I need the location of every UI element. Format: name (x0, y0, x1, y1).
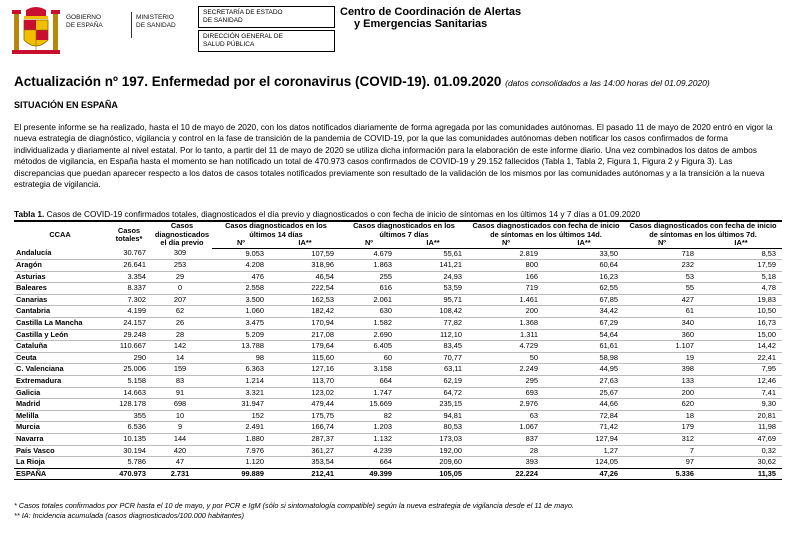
table-cell: 115,60 (311, 352, 334, 362)
table-cell: 1.203 (373, 422, 392, 432)
table-cell: 4.729 (519, 341, 538, 351)
table-cell: 5,18 (761, 271, 776, 281)
table-cell: 54,64 (599, 329, 618, 339)
table-cell: 800 (525, 260, 538, 270)
cases-table (14, 220, 782, 480)
table-cell: 63 (529, 410, 538, 420)
table-cell: 141,21 (439, 260, 462, 270)
section-title: SITUACIÓN EN ESPAÑA (14, 100, 118, 110)
table-cell: 16,73 (757, 318, 776, 328)
ministry-line-1: MINISTERIO (136, 14, 174, 21)
table-cell: 72,84 (599, 410, 618, 420)
table-cell: 470.973 (106, 468, 152, 480)
spain-coat-of-arms-logo (12, 6, 60, 58)
table-cell: 698 (173, 399, 187, 409)
header-symptoms-7: Casos diagnosticados con fecha de inicio de síntomas en los últimos 7d. (624, 221, 782, 239)
table-cell: 17,59 (757, 260, 776, 270)
table-cell: 295 (525, 376, 538, 386)
table-cell: 664 (379, 376, 392, 386)
table-cell: 25.006 (123, 364, 146, 374)
table-cell: 1.461 (519, 294, 538, 304)
row-ccaa-name: Cataluña (16, 341, 48, 351)
table-cell: 55 (685, 283, 694, 293)
table-cell: 49.399 (340, 468, 398, 480)
table-cell: 22,41 (757, 352, 776, 362)
table-cell: 18 (685, 410, 694, 420)
table-cell: 55,61 (443, 248, 462, 258)
table-cell: 95,71 (443, 294, 462, 304)
table-cell: 16,23 (599, 271, 618, 281)
row-ccaa-name: Melilla (16, 410, 39, 420)
table-cell: 309 (173, 248, 187, 258)
table-cell: 1.060 (245, 306, 264, 316)
cases-table-body (14, 248, 782, 480)
table-cell: 105,05 (398, 468, 468, 480)
table-cell: 60,64 (599, 260, 618, 270)
table-cell: 200 (681, 387, 694, 397)
table-cell: 1.120 (245, 457, 264, 467)
intro-paragraph: El presente informe se ha realizado, hasta el 10 de mayo de 2020, con los datos notificados diariamente de forma agregada por las comunidades autónomas. El pasado 11 de mayo de 2020 entró en vigor la nueva estrategia de diagnóstico, vigilancia y control en la fase de transición de la pandemia de COVID-19, por la que las comunidades autónomas deben notificar los casos confirmados de forma individualizada y diariamente al nivel estatal. Por lo tanto, a partir del 11 de mayo de 2020 se utiliza dicha información para la elaboración de este informe diario. Una vez combinados los datos de ambos métodos de vigilancia, en España hasta el momento se han notificado un total de 470.973 casos confirmados de COVID-19 y 29.152 fallecidos (Tabla 1, Tabla 2, Figura 1, Figura 2 y Figura 3). Las discrepancias que puedan aparecer respecto a los datos de casos totales notificados previamente son resultado de la validación de los mismos por las comunidades autónomas y a la transición a la nueva estrategia de vigilancia. (14, 122, 773, 190)
subheader-n: Nº (340, 239, 398, 248)
ministry-line-2: DE SANIDAD (136, 22, 176, 29)
row-ccaa-name: La Rioja (16, 457, 45, 467)
table-cell: 15,00 (757, 329, 776, 339)
table-cell: 46,54 (315, 271, 334, 281)
table-cell: 212,41 (270, 468, 340, 480)
table-cell: 64,72 (443, 387, 462, 397)
table-cell: 427 (681, 294, 694, 304)
table-cell: 28 (175, 329, 185, 339)
table-cell: 718 (681, 248, 694, 258)
table-cell: 253 (173, 260, 187, 270)
header-prev-day: Casos diagnosticados el día previo (152, 221, 212, 248)
table-cell: 0 (177, 283, 183, 293)
table-cell: 44,66 (599, 399, 618, 409)
table-cell: 10,50 (757, 306, 776, 316)
table-cell: 123,02 (311, 387, 334, 397)
table-cell: 173,03 (439, 434, 462, 443)
table-row (14, 306, 782, 318)
table-cell: 94,81 (443, 410, 462, 420)
header-ccaa: CCAA (14, 221, 106, 248)
table-cell: 7,95 (761, 364, 776, 374)
header-divider (131, 12, 132, 38)
table-cell: 31.947 (241, 399, 264, 409)
table-cell: 108,42 (439, 306, 462, 316)
table-cell: 1.863 (373, 260, 392, 270)
subheader-n: Nº (624, 239, 700, 248)
table-row (14, 445, 782, 457)
table-cell: 33,50 (599, 248, 618, 258)
table-cell: 47,26 (544, 468, 624, 480)
table-cell: 62,55 (599, 283, 618, 293)
table-cell: 58,98 (599, 352, 618, 362)
table-cell: 235,15 (439, 399, 462, 409)
subheader-ia: IA** (700, 239, 782, 248)
table-cell: 30.767 (123, 248, 146, 258)
table-cell: 61,61 (599, 341, 618, 351)
table-cell: 232 (681, 260, 694, 270)
row-ccaa-name: Aragón (16, 260, 42, 270)
row-ccaa-name: Extremadura (16, 376, 62, 386)
table-cell: 25,67 (599, 387, 618, 397)
table-cell: 14,42 (757, 341, 776, 351)
table-cell: 3.158 (373, 364, 392, 374)
row-ccaa-name: País Vasco (16, 445, 55, 455)
table-cell: 62 (175, 306, 185, 316)
secretaria-box (198, 6, 335, 28)
header-symptoms-14: Casos diagnosticados con fecha de inicio de síntomas en los últimos 14d. (468, 221, 624, 239)
header-7-days: Casos diagnosticados en los últimos 7 días (340, 221, 468, 239)
table-cell: 112,10 (439, 329, 462, 339)
table-cell: 91 (175, 387, 185, 397)
table-cell: 27,63 (599, 376, 618, 386)
table-cell: 222,54 (311, 283, 334, 293)
box1-line-2: DE SANIDAD (203, 17, 243, 24)
table-cell: 7,41 (761, 387, 776, 397)
government-label (66, 14, 103, 30)
table-cell: 107,59 (311, 248, 334, 258)
document-title-main: Actualización nº 197. Enfermedad por el coronavirus (COVID-19). 01.09.2020 (14, 74, 502, 89)
center-title (340, 6, 521, 30)
row-ccaa-name: Ceuta (16, 352, 37, 362)
table-cell: 47,69 (757, 434, 776, 443)
table-cell: 77,82 (443, 318, 462, 328)
table-cell: 2.819 (519, 248, 538, 258)
table-cell: 13.788 (241, 341, 264, 351)
table-cell: 97 (685, 457, 694, 467)
table-cell: 82 (383, 410, 392, 420)
row-ccaa-name: Cantabria (16, 306, 51, 316)
table-cell: 124,05 (595, 457, 618, 467)
table-cell: 6.536 (127, 422, 146, 432)
table-cell: 4,78 (761, 283, 776, 293)
table-row (14, 248, 782, 260)
row-ccaa-name: ESPAÑA (14, 468, 106, 480)
table-cell: 44,95 (599, 364, 618, 374)
gov-line-2: DE ESPAÑA (66, 22, 103, 29)
table-cell: 99.889 (212, 468, 270, 480)
table-cell: 62,19 (443, 376, 462, 386)
table-cell: 312 (681, 434, 694, 443)
table-cell: 30,62 (757, 457, 776, 467)
table-row (14, 294, 782, 306)
table-cell: 170,94 (311, 318, 334, 328)
table-cell: 476 (251, 271, 264, 281)
table-cell: 1.747 (373, 387, 392, 397)
table-cell: 71,42 (599, 422, 618, 432)
table-cell: 393 (525, 457, 538, 467)
table-cell: 83 (175, 376, 185, 386)
table-cell: 179,64 (311, 341, 334, 351)
table-row (14, 387, 782, 399)
table-cell: 159 (173, 364, 187, 374)
table-cell: 10.135 (123, 434, 146, 443)
table-cell: 113,70 (311, 376, 334, 386)
table-cell: 5.158 (127, 376, 146, 386)
table-row (14, 260, 782, 272)
table-cell: 19 (685, 352, 694, 362)
table-cell: 7 (689, 445, 694, 455)
table-cell: 5.786 (127, 457, 146, 467)
table-cell: 361,27 (311, 445, 334, 455)
table-cell: 7.302 (127, 294, 146, 304)
table-cell: 9,30 (761, 399, 776, 409)
table-cell: 192,00 (439, 445, 462, 455)
table-row (14, 457, 782, 469)
table-row (14, 376, 782, 388)
table-row (14, 341, 782, 353)
table-cell: 287,37 (311, 434, 334, 443)
table-cell: 2.249 (519, 364, 538, 374)
table-cell: 8.337 (127, 283, 146, 293)
table-cell: 47 (175, 457, 185, 467)
table-cell: 11,98 (758, 422, 776, 432)
table-cell: 4.239 (373, 445, 392, 455)
table-cell: 127,16 (311, 364, 334, 374)
table-cell: 1.368 (519, 318, 538, 328)
table-cell: 420 (173, 445, 187, 455)
table-row (14, 271, 782, 283)
table-row (14, 364, 782, 376)
table-cell: 6.405 (373, 341, 392, 351)
table-cell: 2.976 (519, 399, 538, 409)
subheader-ia: IA** (544, 239, 624, 248)
table-cell: 15.669 (369, 399, 392, 409)
row-ccaa-name: Madrid (16, 399, 41, 409)
table-cell: 217,08 (311, 329, 334, 339)
table-cell: 7.976 (245, 445, 264, 455)
table-cell: 1.311 (520, 329, 538, 339)
table-cell: 479,44 (311, 399, 334, 409)
table-cell: 9.053 (245, 248, 264, 258)
table-cell: 693 (525, 387, 538, 397)
table-row (14, 410, 782, 422)
table-cell: 3.354 (127, 271, 146, 281)
table-cell: 255 (379, 271, 392, 281)
table-cell: 3.475 (245, 318, 264, 328)
subheader-n: Nº (468, 239, 544, 248)
table-cell: 34,42 (599, 306, 618, 316)
table-cell: 353,54 (311, 457, 334, 467)
table-cell: 30.194 (123, 445, 146, 455)
table-cell: 3.500 (245, 294, 264, 304)
table-cell: 1.107 (675, 341, 694, 351)
table-row (14, 422, 782, 434)
table-cell: 2.061 (373, 294, 392, 304)
table-cell: 11,35 (700, 468, 782, 480)
table-cell: 5.209 (245, 329, 264, 339)
header-14-days: Casos diagnosticados en los últimos 14 días (212, 221, 340, 239)
center-title-line-1: Centro de Coordinación de Alertas (340, 6, 522, 18)
table-cell: 630 (379, 306, 392, 316)
table-cell: 290 (133, 352, 146, 362)
row-ccaa-name: Asturias (16, 271, 46, 281)
table-cell: 28 (529, 445, 538, 455)
ministry-label (136, 14, 176, 30)
table-cell: 20,81 (757, 410, 776, 420)
table-cell: 620 (681, 399, 694, 409)
table-cell: 4.199 (127, 306, 146, 316)
table-cell: 67,85 (599, 294, 618, 304)
table-cell: 1.067 (519, 422, 538, 432)
table-cell: 133 (681, 376, 694, 386)
table-cell: 2.491 (245, 422, 264, 432)
table-cell: 110.667 (119, 341, 146, 351)
document-title (14, 74, 710, 89)
table-cell: 29.248 (123, 329, 146, 339)
subheader-ia: IA** (270, 239, 340, 248)
table-cell: 166,74 (311, 422, 334, 432)
table-cell: 63,11 (444, 364, 462, 374)
table-cell: 318,96 (311, 260, 334, 270)
table-cell: 128.178 (119, 399, 146, 409)
table-cell: 8,53 (761, 248, 776, 258)
table-cell: 98 (255, 352, 264, 362)
table-cell: 360 (681, 329, 694, 339)
table-cell: 152 (251, 410, 264, 420)
box2-line-2: SALUD PÚBLICA (203, 41, 255, 48)
table-cell: 207 (173, 294, 187, 304)
table-cell: 24.157 (123, 318, 146, 328)
subheader-ia: IA** (398, 239, 468, 248)
document-title-sub: (datos consolidados a las 14:00 horas del 01.09.2020) (505, 78, 710, 88)
row-ccaa-name: Castilla y León (16, 329, 69, 339)
table-cell: 14.663 (123, 387, 146, 397)
table-cell: 9 (177, 422, 183, 432)
table-cell: 14 (175, 352, 185, 362)
row-ccaa-name: Canarias (16, 294, 48, 304)
table-cell: 127,94 (595, 434, 618, 443)
table-cell: 5.336 (624, 468, 700, 480)
table-cell: 175,75 (311, 410, 334, 420)
direccion-box (198, 30, 335, 52)
table-cell: 200 (525, 306, 538, 316)
table-row (14, 318, 782, 330)
table-cell: 1.582 (373, 318, 392, 328)
department-boxes (198, 6, 335, 54)
table-cell: 83,45 (443, 341, 462, 351)
gov-line-1: GOBIERNO (66, 14, 102, 21)
table-cell: 60 (383, 352, 392, 362)
row-ccaa-name: Andalucía (16, 248, 52, 258)
table-row (14, 352, 782, 364)
table-cell: 2.731 (152, 468, 212, 480)
table-caption-text: Casos de COVID-19 confirmados totales, diagnosticados el día previo y diagnosticados o con fecha de inicio de síntomas en los últimos 14 y 7 días a 01.09.2020 (46, 209, 641, 219)
table-cell: 4.679 (373, 248, 392, 258)
row-ccaa-name: Navarra (16, 434, 44, 443)
table-cell: 22.224 (468, 468, 544, 480)
table-cell: 50 (529, 352, 538, 362)
table-cell: 6.363 (245, 364, 264, 374)
table-row (14, 329, 782, 341)
note-2: ** IA: Incidencia acumulada (casos diagnosticados/100.000 habitantes) (14, 511, 244, 520)
table-cell: 166 (525, 271, 538, 281)
table-cell: 0,32 (761, 445, 776, 455)
row-ccaa-name: Baleares (16, 283, 47, 293)
table-cell: 664 (379, 457, 392, 467)
center-title-line-2: y Emergencias Sanitarias (354, 18, 488, 30)
table-total-row (14, 468, 782, 480)
table-cell: 12,46 (757, 376, 776, 386)
box2-line-1: DIRECCIÓN GENERAL DE (203, 33, 283, 40)
table-cell: 1.214 (245, 376, 264, 386)
table-cell: 837 (525, 434, 538, 443)
table-cell: 3.321 (245, 387, 264, 397)
table-cell: 24,93 (443, 271, 462, 281)
table-caption (14, 209, 640, 219)
table-cell: 209,60 (439, 457, 462, 467)
table-cell: 142 (173, 341, 187, 351)
subheader-n: Nº (212, 239, 270, 248)
table-cell: 162,53 (311, 294, 334, 304)
header-total: Casos totales* (106, 221, 152, 248)
table-row (14, 283, 782, 295)
table-cell: 1,27 (603, 445, 618, 455)
table-cell: 70,77 (443, 352, 462, 362)
table-cell: 179 (681, 422, 694, 432)
table-caption-label: Tabla 1. (14, 209, 45, 219)
table-cell: 19,83 (757, 294, 776, 304)
table-cell: 616 (379, 283, 392, 293)
table-cell: 53 (685, 271, 694, 281)
table-cell: 355 (133, 410, 146, 420)
table-cell: 1.880 (245, 434, 264, 443)
table-cell: 53,59 (443, 283, 462, 293)
row-ccaa-name: Murcia (16, 422, 40, 432)
table-notes (14, 501, 574, 521)
table-row (14, 399, 782, 411)
table-cell: 61 (685, 306, 694, 316)
table-cell: 719 (525, 283, 538, 293)
table-row (14, 434, 782, 446)
note-1: * Casos totales confirmados por PCR hasta el 10 de mayo, y por PCR e IgM (sólo si sintomatología compatible) según la nueva estrategia de vigilancia desde el 11 de mayo. (14, 501, 574, 510)
row-ccaa-name: Galicia (16, 387, 41, 397)
box1-line-1: SECRETARÍA DE ESTADO (203, 9, 283, 16)
table-cell: 144 (173, 434, 187, 443)
table-cell: 1.132 (373, 434, 392, 443)
table-cell: 26.641 (123, 260, 146, 270)
table-cell: 398 (681, 364, 694, 374)
table-cell: 29 (175, 271, 185, 281)
table-cell: 2.690 (373, 329, 392, 339)
table-cell: 340 (681, 318, 694, 328)
table-cell: 10 (175, 410, 185, 420)
row-ccaa-name: C. Valenciana (16, 364, 64, 374)
table-cell: 2.558 (245, 283, 264, 293)
table-cell: 67,29 (599, 318, 618, 328)
table-cell: 80,53 (443, 422, 462, 432)
table-cell: 4.208 (245, 260, 264, 270)
table-cell: 182,42 (311, 306, 334, 316)
table-cell: 26 (175, 318, 185, 328)
row-ccaa-name: Castilla La Mancha (16, 318, 83, 328)
